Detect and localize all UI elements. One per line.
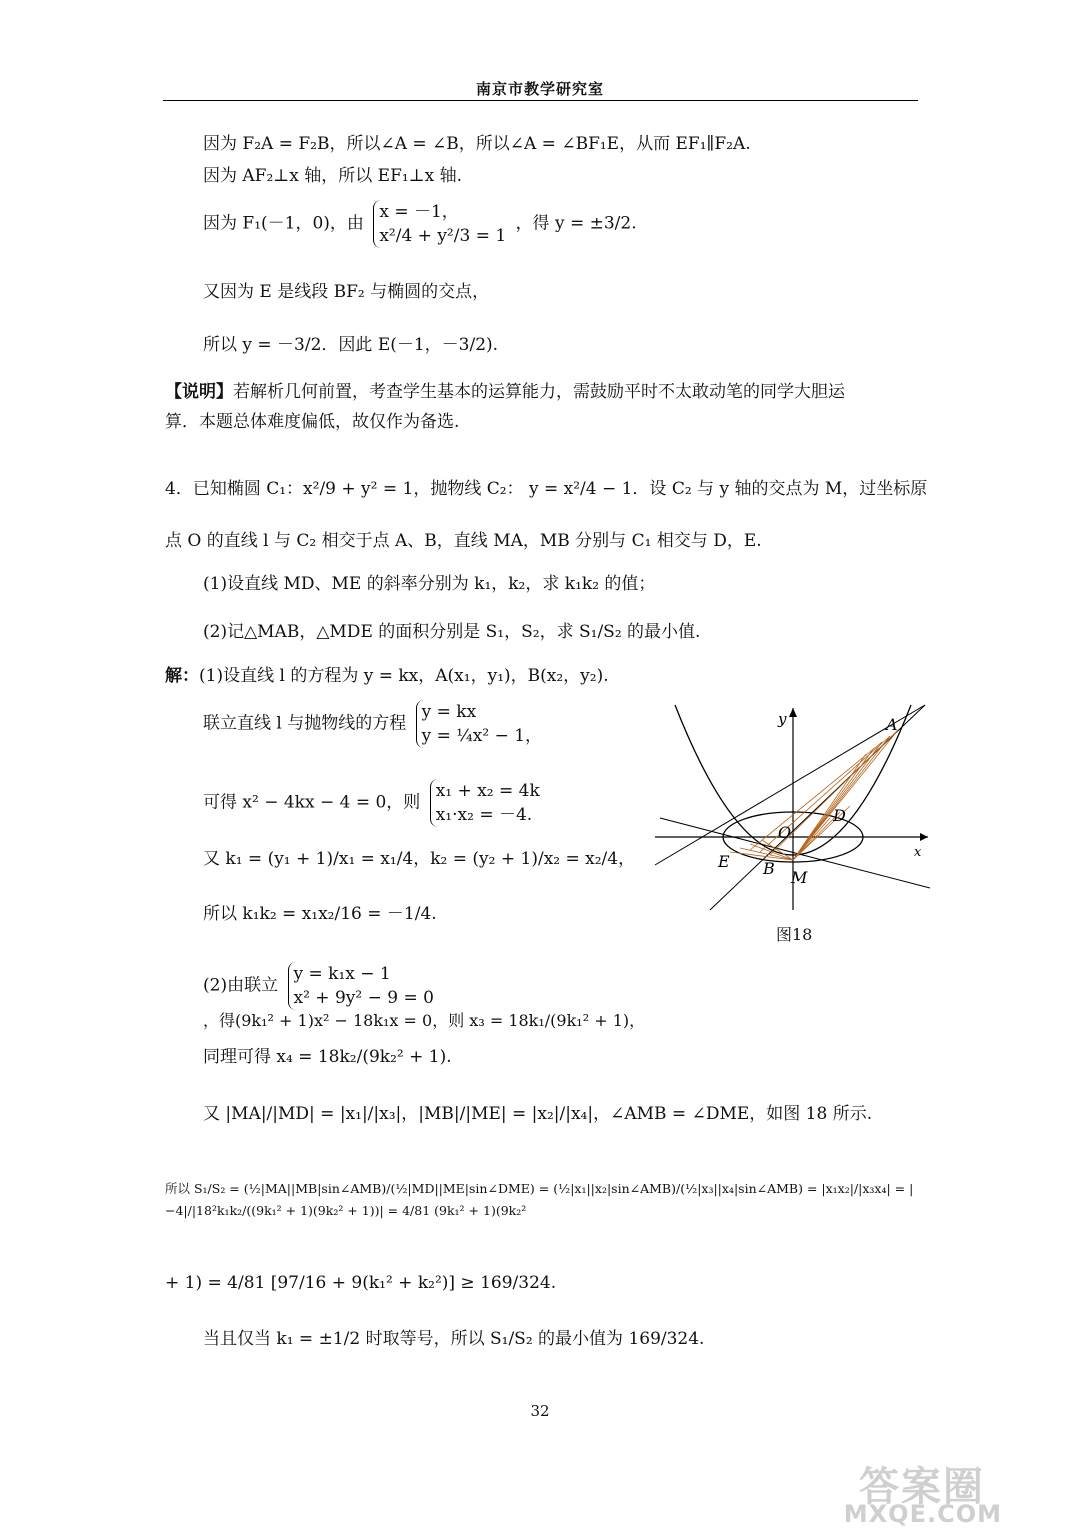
system-row: y = k₁x − 1	[293, 964, 391, 984]
header-rule	[163, 100, 918, 101]
system-row: x²/4 + y²/3 = 1	[379, 226, 507, 246]
solution-line-6-pre: (2)由联立	[203, 975, 279, 996]
system-row: x₁ + x₂ = 4k	[435, 781, 540, 801]
prev-line-1: 因为 F₂A = F₂B，所以∠A = ∠B，所以∠A = ∠BF₁E，从而 EF₁∥F₂A.	[203, 134, 751, 154]
question-1: (1)设直线 MD、ME 的斜率分别为 k₁，k₂，求 k₁k₂ 的值；	[203, 574, 656, 594]
solution-line-10: + 1) = 4/81 [97/16 + 9(k₁² + k₂²)] ≥ 169/324.	[165, 1273, 557, 1293]
label-B: B	[763, 859, 775, 878]
solution-label: 解：	[165, 666, 199, 686]
figure-18	[650, 700, 935, 915]
problem-line-1: 4．已知椭圆 C₁：x²/9 + y² = 1，抛物线 C₂： y = x²/4 − 1．设 C₂ 与 y 轴的交点为 M，过坐标原	[165, 479, 928, 499]
question-2: (2)记△MAB，△MDE 的面积分别是 S₁，S₂，求 S₁/S₂ 的最小值.	[203, 622, 701, 642]
system-row: x² + 9y² − 9 = 0	[293, 988, 434, 1008]
solution-text-1: (1)设直线 l 的方程为 y = kx，A(x₁，y₁)，B(x₂，y₂).	[199, 666, 609, 686]
solution-line-6	[203, 962, 438, 1010]
equation-system	[430, 779, 540, 827]
solution-line-4: 又 k₁ = (y₁ + 1)/x₁ = x₁/4，k₂ = (y₂ + 1)/x₂ = x₂/4，	[203, 849, 636, 869]
label-E: E	[718, 852, 730, 871]
label-A: A	[886, 715, 898, 734]
prev-line-3-post: ，得 y = ±3/2.	[515, 213, 637, 234]
watermark-url: MXQE.COM	[843, 1500, 1002, 1528]
prev-line-3	[203, 200, 637, 248]
solution-line-1	[165, 665, 609, 687]
solution-line-6-post: ，得(9k₁² + 1)x² − 18k₁x = 0，则 x₃ = 18k₁/(9k₁² + 1)，	[203, 1011, 646, 1030]
label-D: D	[833, 806, 846, 825]
solution-line-11: 当且仅当 k₁ = ±1/2 时取等号，所以 S₁/S₂ 的最小值为 169/324.	[203, 1329, 705, 1349]
page-header: 南京市教学研究室	[475, 80, 604, 98]
solution-line-2	[203, 700, 546, 748]
solution-line-8: 又 |MA|/|MD| = |x₁|/|x₃|，|MB|/|ME| = |x₂|/|x₄|，∠AMB = ∠DME，如图 18 所示.	[203, 1104, 873, 1124]
line-MA	[710, 705, 925, 910]
solution-line-3-pre: 可得 x² − 4kx − 4 = 0，则	[203, 792, 421, 813]
solution-line-3	[203, 779, 544, 827]
note-line-2: 算．本题总体难度偏低，故仅作为备选.	[165, 412, 460, 432]
solution-line-2-pre: 联立直线 l 与抛物线的方程	[203, 713, 407, 734]
solution-line-7: 同理可得 x₄ = 18k₂/(9k₂² + 1).	[203, 1047, 452, 1067]
system-row: y = ¼x² − 1，	[421, 726, 543, 746]
solution-line-5: 所以 k₁k₂ = x₁x₂/16 = －1/4.	[203, 904, 437, 924]
equation-system	[288, 962, 434, 1010]
solution-line-9: 所以 S₁/S₂ = (½|MA||MB|sin∠AMB)/(½|MD||ME|sin∠DME) = (½|x₁||x₂|sin∠AMB)/(½|x₃||x₄|sin∠AMB) = |x₁x₂|/|x₃x₄| = |−4|/|18²k₁k₂/((9k₁² + 1)(9k₂² + 1))| = 4/81 (9k₁² + 1)(9k₂²	[165, 1181, 914, 1218]
page-number: 32	[530, 1402, 550, 1420]
note-tag: 【说明】	[165, 382, 233, 402]
label-M: M	[791, 868, 808, 887]
prev-line-2: 因为 AF₂⊥x 轴，所以 EF₁⊥x 轴.	[203, 166, 463, 186]
shaded-region	[730, 730, 898, 860]
label-x: x	[914, 845, 922, 860]
prev-line-3-pre: 因为 F₁(－1，0)，由	[203, 213, 364, 234]
prev-line-5: 所以 y = －3/2．因此 E(－1，－3/2).	[203, 335, 499, 355]
note-line-1	[165, 381, 845, 403]
system-row: x = －1，	[379, 202, 459, 222]
y-axis-arrow-icon	[789, 708, 797, 717]
note-text-1: 若解析几何前置，考查学生基本的运算能力，需鼓励平时不太敢动笔的同学大胆运	[233, 382, 845, 402]
equation-system	[373, 200, 506, 248]
system-row: y = kx	[421, 702, 477, 722]
watermark-logo: 答案圈	[859, 1464, 985, 1510]
equation-system	[416, 700, 542, 748]
problem-line-2: 点 O 的直线 l 与 C₂ 相交于点 A、B，直线 MA，MB 分别与 C₁ 相交与 D，E.	[165, 531, 762, 551]
label-O: O	[778, 823, 792, 842]
prev-line-4: 又因为 E 是线段 BF₂ 与椭圆的交点，	[203, 282, 490, 302]
figure-caption: 图18	[776, 925, 813, 944]
system-row: x₁·x₂ = －4.	[435, 805, 533, 825]
x-axis-arrow-icon	[920, 833, 928, 841]
label-y: y	[778, 710, 787, 728]
